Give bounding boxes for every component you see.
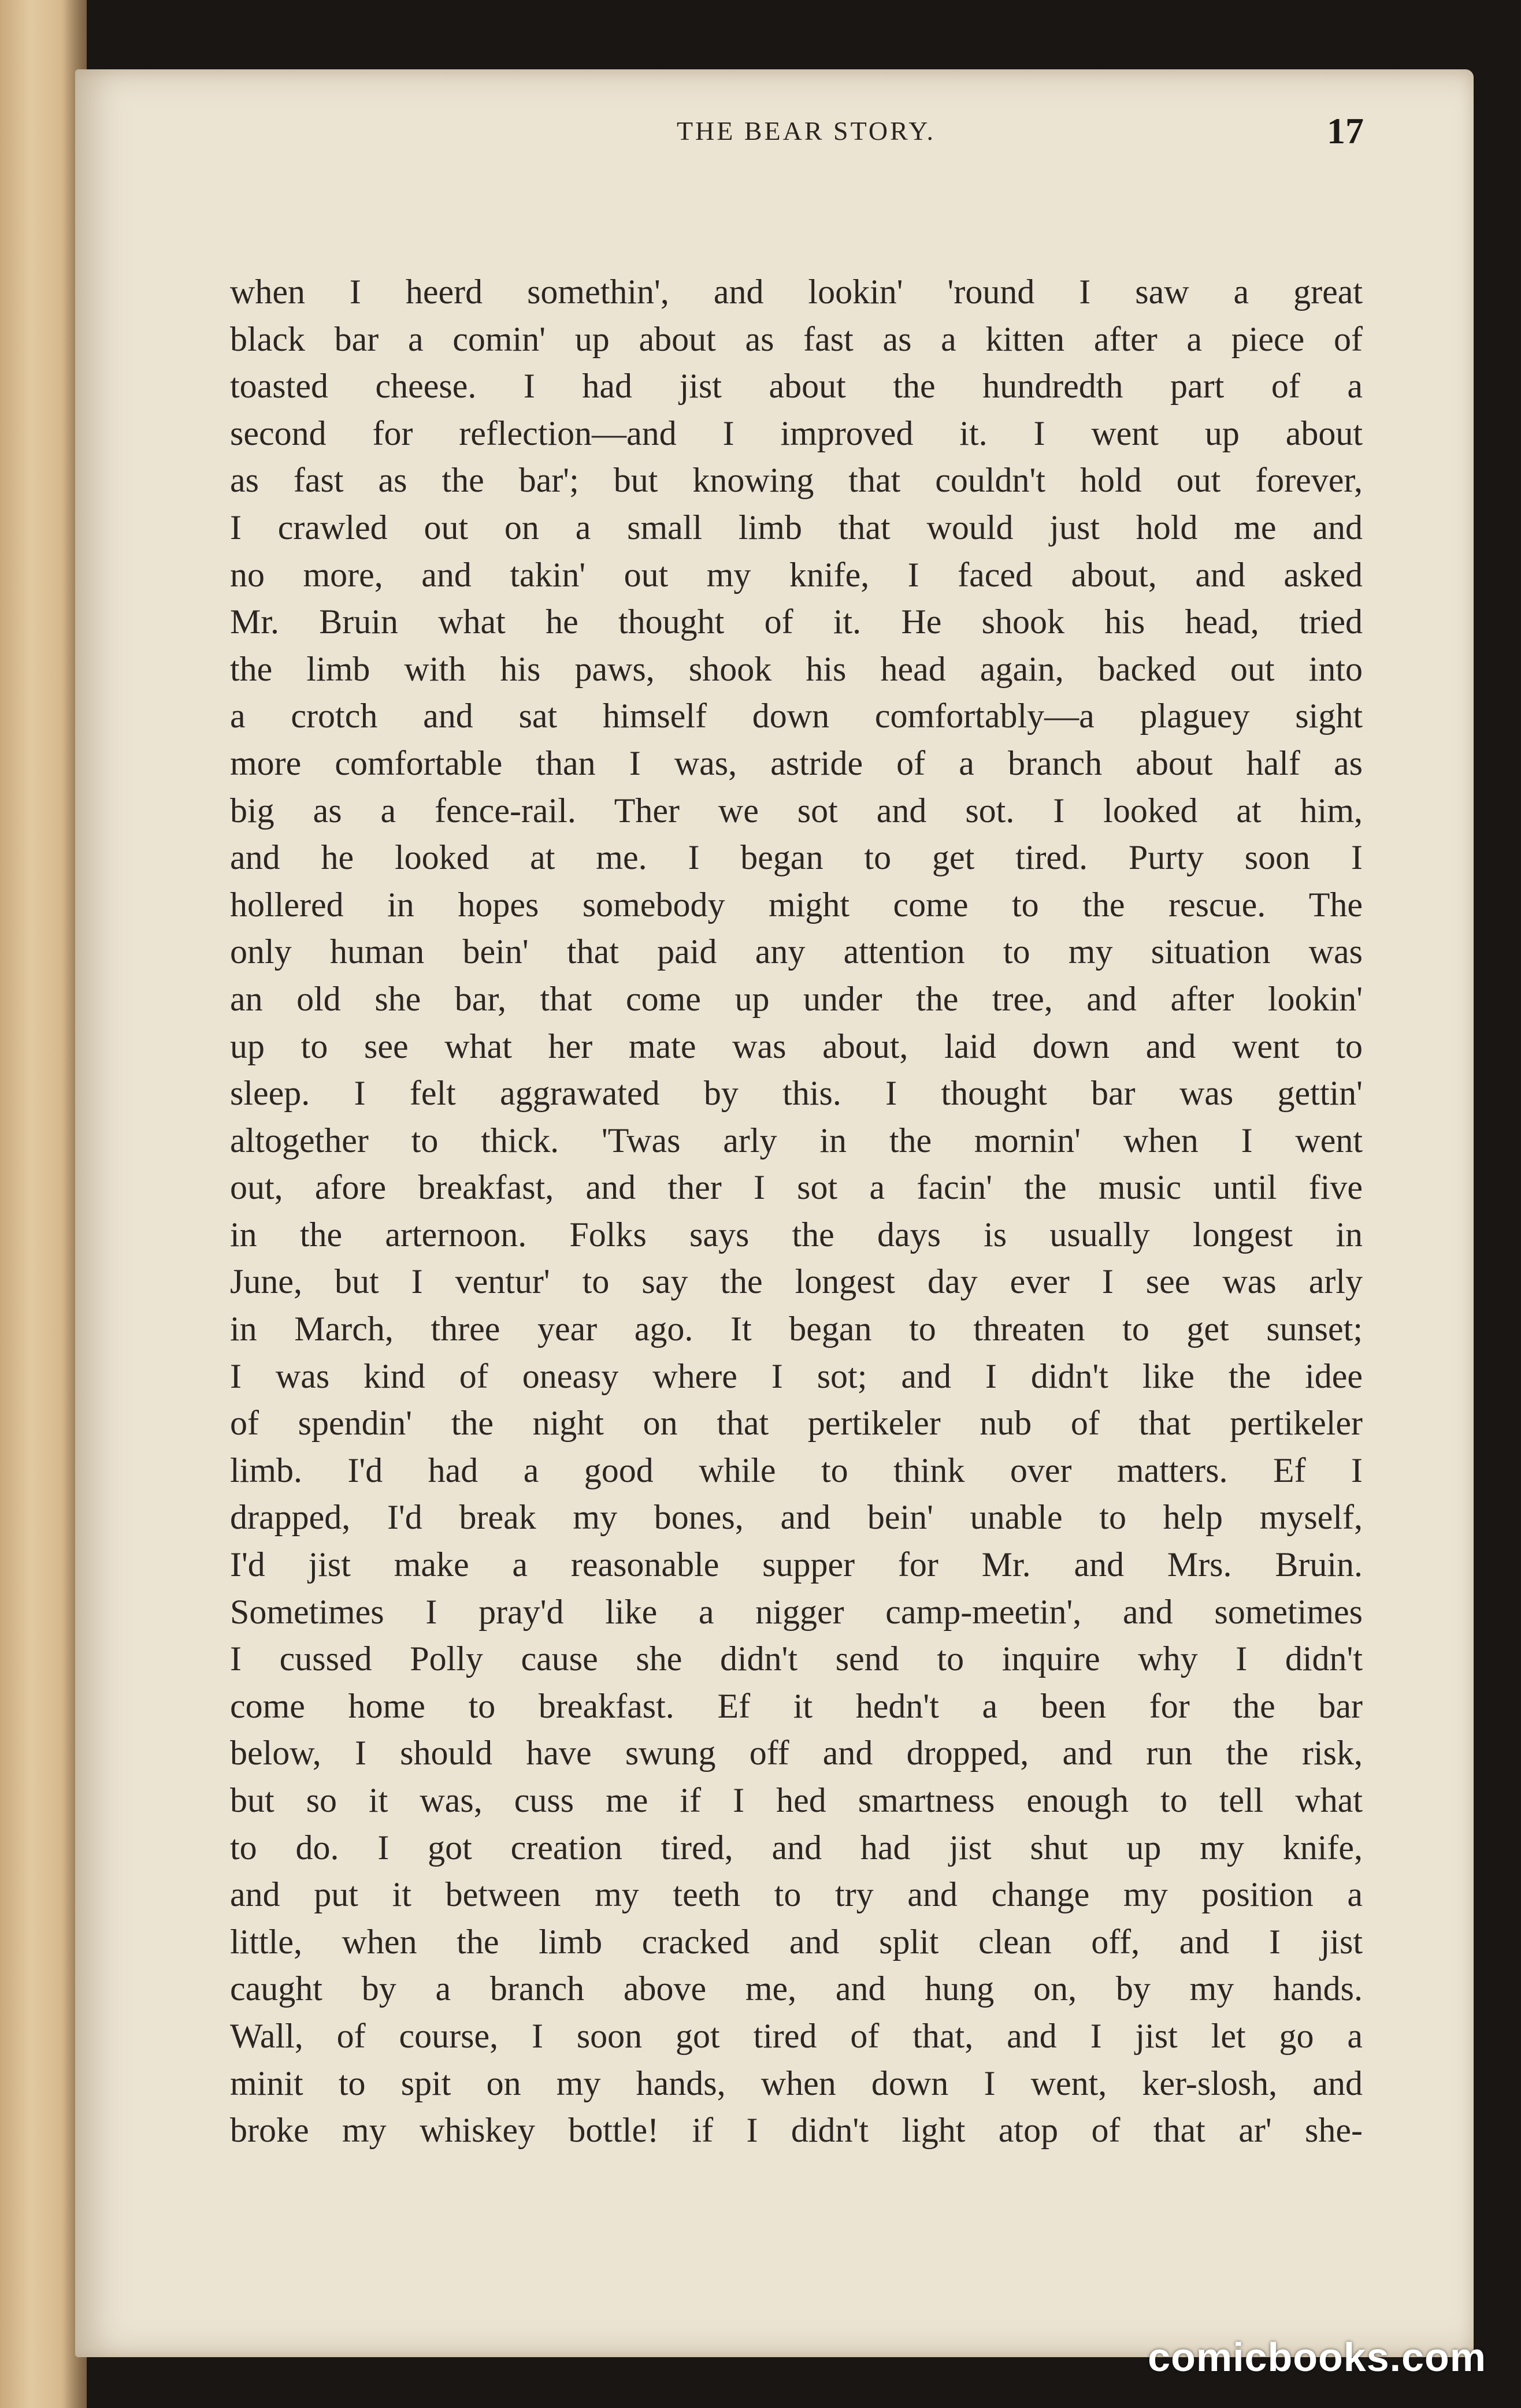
text-line: sleep. I felt aggrawated by this. I thought bar was gettin'	[230, 1074, 1363, 1113]
text-line: little, when the limb cracked and split clean off, and I jist	[230, 1922, 1363, 1961]
text-line: toasted cheese. I had jist about the hundredth part of a	[230, 367, 1363, 406]
text-line: I was kind of oneasy where I sot; and I didn't like the idee	[230, 1357, 1363, 1395]
text-line: an old she bar, that come up under the tree, and after lookin'	[230, 979, 1363, 1018]
text-line: I crawled out on a small limb that would just hold me and	[230, 508, 1363, 547]
text-line: Mr. Bruin what he thought of it. He shook his head, tried	[230, 603, 1363, 641]
text-line: broke my whiskey bottle! if I didn't light atop of that ar' she-	[230, 2111, 1363, 2150]
text-line: Wall, of course, I soon got tired of that, and I jist let go a	[230, 2016, 1363, 2055]
text-line: big as a fence-rail. Ther we sot and sot. I looked at him,	[230, 791, 1363, 830]
text-line: but so it was, cuss me if I hed smartness enough to tell what	[230, 1781, 1363, 1819]
text-line: to do. I got creation tired, and had jist shut up my knife,	[230, 1828, 1363, 1867]
text-line: no more, and takin' out my knife, I faced about, and asked	[230, 555, 1363, 594]
text-line: second for reflection—and I improved it. I went up about	[230, 414, 1363, 452]
text-line: come home to breakfast. Ef it hedn't a been for the bar	[230, 1686, 1363, 1725]
text-line: limb. I'd had a good while to think over matters. Ef I	[230, 1451, 1363, 1489]
text-line: in the arternoon. Folks says the days is usually longest in	[230, 1215, 1363, 1254]
text-line: I cussed Polly cause she didn't send to inquire why I didn't	[230, 1640, 1363, 1678]
text-line: hollered in hopes somebody might come to the rescue. The	[230, 885, 1363, 924]
text-line: black bar a comin' up about as fast as a kitten after a piece of	[230, 319, 1363, 358]
text-line: drapped, I'd break my bones, and bein' unable to help myself,	[230, 1498, 1363, 1537]
text-line: and put it between my teeth to try and change my position a	[230, 1875, 1363, 1914]
text-line: Sometimes I pray'd like a nigger camp-meetin', and sometimes	[230, 1592, 1363, 1631]
text-line: June, but I ventur' to say the longest day ever I see was arly	[230, 1262, 1363, 1301]
text-line: in March, three year ago. It began to threaten to get sunset;	[230, 1310, 1363, 1348]
text-line: the limb with his paws, shook his head again, backed out into	[230, 649, 1363, 688]
text-line: a crotch and sat himself down comfortably—a plaguey sight	[230, 697, 1363, 735]
page-number: 17	[1327, 110, 1364, 151]
text-line: out, afore breakfast, and ther I sot a facin' the music until five	[230, 1168, 1363, 1207]
body-text	[230, 269, 1363, 2154]
text-line: I'd jist make a reasonable supper for Mr. and Mrs. Bruin.	[230, 1545, 1363, 1584]
text-line: caught by a branch above me, and hung on, by my hands.	[230, 1969, 1363, 2008]
text-line: as fast as the bar'; but knowing that couldn't hold out forever,	[230, 461, 1363, 500]
site-watermark: comicbooks.com	[1148, 2335, 1486, 2380]
text-line: altogether to thick. 'Twas arly in the mornin' when I went	[230, 1121, 1363, 1160]
text-line: of spendin' the night on that pertikeler nub of that pertikeler	[230, 1404, 1363, 1443]
running-title: THE BEAR STORY.	[676, 116, 936, 146]
text-line: when I heerd somethin', and lookin' 'round I saw a great	[230, 273, 1363, 311]
text-line: up to see what her mate was about, laid down and went to	[230, 1027, 1363, 1065]
text-line: and he looked at me. I began to get tired. Purty soon I	[230, 838, 1363, 877]
text-line: only human bein' that paid any attention to my situation was	[230, 932, 1363, 971]
text-line: below, I should have swung off and dropped, and run the risk,	[230, 1734, 1363, 1772]
page-header	[248, 104, 1364, 173]
text-line: minit to spit on my hands, when down I went, ker-slosh, and	[230, 2064, 1363, 2102]
text-line: more comfortable than I was, astride of a branch about half as	[230, 744, 1363, 782]
